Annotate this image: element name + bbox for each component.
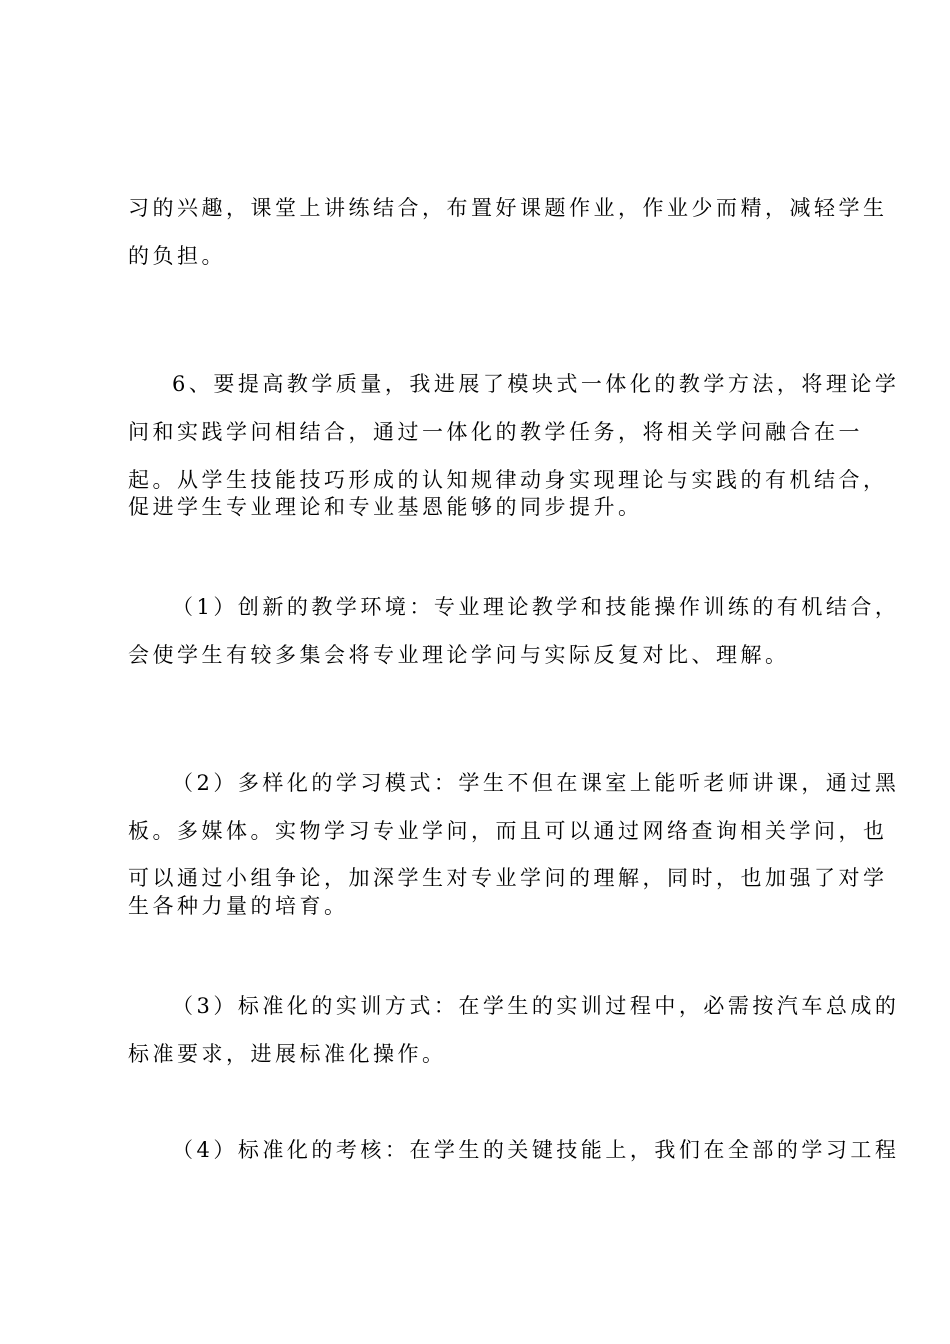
text-line: 促进学生专业理论和专业基恩能够的同步提升。 [128, 495, 643, 519]
text-line: （2）多样化的学习模式：学生不但在课室上能听老师讲课，通过黑 [172, 771, 900, 795]
text-line: 问和实践学问相结合，通过一体化的教学任务，将相关学问融合在一 [128, 420, 863, 444]
text-line: 起。从学生技能技巧形成的认知规律动身实现理论与实践的有机结合， [128, 468, 888, 492]
text-line: 6、要提高教学质量，我进展了模块式一体化的教学方法，将理论学 [172, 372, 900, 396]
text-line: 的负担。 [128, 244, 226, 268]
text-line: 会使学生有较多集会将专业理论学问与实际反复对比、理解。 [128, 643, 790, 667]
text-line: （1）创新的教学环境：专业理论教学和技能操作训练的有机结合， [172, 595, 900, 619]
text-line: 生各种力量的培育。 [128, 894, 349, 918]
text-line: （4）标准化的考核：在学生的关键技能上，我们在全部的学习工程 [172, 1138, 900, 1162]
text-line: 可以通过小组争论，加深学生对专业学问的理解，同时，也加强了对学 [128, 866, 888, 890]
text-line: 习的兴趣，课堂上讲练结合，布置好课题作业，作业少而精，减轻学生 [128, 196, 888, 220]
text-line: 标准要求，进展标准化操作。 [128, 1042, 447, 1066]
text-line: 板。多媒体。实物学习专业学问，而且可以通过网络查询相关学问，也 [128, 819, 888, 843]
text-line: （3）标准化的实训方式：在学生的实训过程中，必需按汽车总成的 [172, 994, 900, 1018]
